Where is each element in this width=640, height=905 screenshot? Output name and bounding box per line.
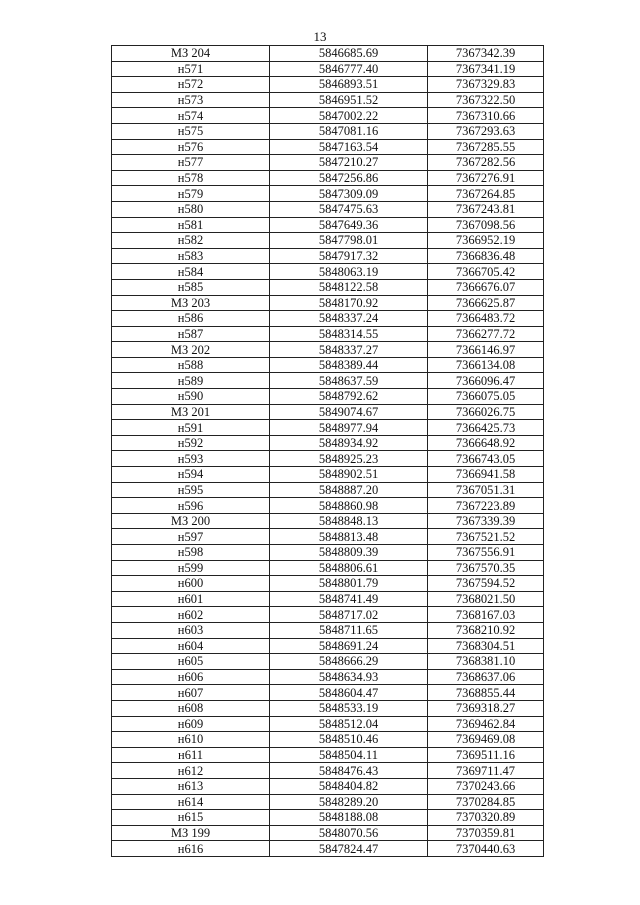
point-name-cell: н614 [112, 794, 270, 810]
y-coordinate-cell: 7368304.51 [428, 638, 544, 654]
x-coordinate-cell: 5848977.94 [270, 420, 428, 436]
point-name-cell: н588 [112, 357, 270, 373]
x-coordinate-cell: 5848604.47 [270, 685, 428, 701]
table-row [112, 591, 544, 607]
x-coordinate-cell: 5848848.13 [270, 513, 428, 529]
x-coordinate-cell: 5848289.20 [270, 794, 428, 810]
table-row [112, 357, 544, 373]
x-coordinate-cell: 5848337.27 [270, 342, 428, 358]
y-coordinate-cell: 7367521.52 [428, 529, 544, 545]
table-row [112, 498, 544, 514]
y-coordinate-cell: 7366836.48 [428, 248, 544, 264]
y-coordinate-cell: 7366648.92 [428, 435, 544, 451]
x-coordinate-cell: 5848801.79 [270, 576, 428, 592]
x-coordinate-cell: 5848717.02 [270, 607, 428, 623]
table-row [112, 108, 544, 124]
y-coordinate-cell: 7366705.42 [428, 264, 544, 280]
y-coordinate-cell: 7370440.63 [428, 841, 544, 857]
table-row [112, 607, 544, 623]
x-coordinate-cell: 5848813.48 [270, 529, 428, 545]
x-coordinate-cell: 5848860.98 [270, 498, 428, 514]
x-coordinate-cell: 5847163.54 [270, 139, 428, 155]
x-coordinate-cell: 5848170.92 [270, 295, 428, 311]
x-coordinate-cell: 5847309.09 [270, 186, 428, 202]
x-coordinate-cell: 5848314.55 [270, 326, 428, 342]
table-row [112, 389, 544, 405]
x-coordinate-cell: 5848389.44 [270, 357, 428, 373]
table-row [112, 482, 544, 498]
table-row [112, 529, 544, 545]
point-name-cell: н574 [112, 108, 270, 124]
table-row [112, 295, 544, 311]
x-coordinate-cell: 5847081.16 [270, 123, 428, 139]
x-coordinate-cell: 5848533.19 [270, 700, 428, 716]
table-row [112, 747, 544, 763]
y-coordinate-cell: 7367243.81 [428, 201, 544, 217]
table-row [112, 700, 544, 716]
y-coordinate-cell: 7366952.19 [428, 233, 544, 249]
table-row [112, 435, 544, 451]
table-row [112, 638, 544, 654]
table-row [112, 669, 544, 685]
y-coordinate-cell: 7367342.39 [428, 46, 544, 62]
y-coordinate-cell: 7369511.16 [428, 747, 544, 763]
table-row [112, 170, 544, 186]
point-name-cell: н582 [112, 233, 270, 249]
y-coordinate-cell: 7367322.50 [428, 92, 544, 108]
y-coordinate-cell: 7367282.56 [428, 155, 544, 171]
y-coordinate-cell: 7367098.56 [428, 217, 544, 233]
x-coordinate-cell: 5848711.65 [270, 622, 428, 638]
x-coordinate-cell: 5848122.58 [270, 279, 428, 295]
table-row [112, 373, 544, 389]
table-row [112, 155, 544, 171]
y-coordinate-cell: 7366134.08 [428, 357, 544, 373]
point-name-cell: н589 [112, 373, 270, 389]
x-coordinate-cell: 5847256.86 [270, 170, 428, 186]
table-row [112, 513, 544, 529]
y-coordinate-cell: 7368637.06 [428, 669, 544, 685]
table-row [112, 233, 544, 249]
table-row [112, 654, 544, 670]
point-name-cell: н595 [112, 482, 270, 498]
point-name-cell: МЗ 199 [112, 825, 270, 841]
y-coordinate-cell: 7368210.92 [428, 622, 544, 638]
point-name-cell: н587 [112, 326, 270, 342]
table-row [112, 794, 544, 810]
table-row [112, 732, 544, 748]
point-name-cell: н583 [112, 248, 270, 264]
point-name-cell: МЗ 204 [112, 46, 270, 62]
y-coordinate-cell: 7368167.03 [428, 607, 544, 623]
table-row [112, 810, 544, 826]
y-coordinate-cell: 7366625.87 [428, 295, 544, 311]
point-name-cell: н598 [112, 545, 270, 561]
x-coordinate-cell: 5846893.51 [270, 77, 428, 93]
table-row [112, 685, 544, 701]
coordinates-table-body [112, 46, 544, 857]
table-row [112, 576, 544, 592]
y-coordinate-cell: 7366425.73 [428, 420, 544, 436]
y-coordinate-cell: 7369462.84 [428, 716, 544, 732]
coordinates-table [111, 45, 544, 857]
x-coordinate-cell: 5848512.04 [270, 716, 428, 732]
table-row [112, 420, 544, 436]
table-row [112, 404, 544, 420]
y-coordinate-cell: 7367556.91 [428, 545, 544, 561]
x-coordinate-cell: 5848476.43 [270, 763, 428, 779]
table-row [112, 778, 544, 794]
y-coordinate-cell: 7366096.47 [428, 373, 544, 389]
table-row [112, 217, 544, 233]
y-coordinate-cell: 7369318.27 [428, 700, 544, 716]
point-name-cell: н578 [112, 170, 270, 186]
y-coordinate-cell: 7368381.10 [428, 654, 544, 670]
table-row [112, 841, 544, 857]
table-row [112, 279, 544, 295]
y-coordinate-cell: 7366483.72 [428, 311, 544, 327]
x-coordinate-cell: 5848792.62 [270, 389, 428, 405]
point-name-cell: н593 [112, 451, 270, 467]
y-coordinate-cell: 7367264.85 [428, 186, 544, 202]
point-name-cell: н602 [112, 607, 270, 623]
y-coordinate-cell: 7370320.89 [428, 810, 544, 826]
table-row [112, 46, 544, 62]
page-number: 13 [313, 29, 327, 44]
point-name-cell: н572 [112, 77, 270, 93]
y-coordinate-cell: 7366026.75 [428, 404, 544, 420]
point-name-cell: н586 [112, 311, 270, 327]
point-name-cell: н575 [112, 123, 270, 139]
point-name-cell: н611 [112, 747, 270, 763]
x-coordinate-cell: 5849074.67 [270, 404, 428, 420]
table-row [112, 545, 544, 561]
point-name-cell: н594 [112, 467, 270, 483]
table-row [112, 825, 544, 841]
table-row [112, 61, 544, 77]
table-row [112, 716, 544, 732]
table-row [112, 264, 544, 280]
y-coordinate-cell: 7367341.19 [428, 61, 544, 77]
point-name-cell: н573 [112, 92, 270, 108]
y-coordinate-cell: 7367329.83 [428, 77, 544, 93]
point-name-cell: н596 [112, 498, 270, 514]
point-name-cell: н592 [112, 435, 270, 451]
point-name-cell: н580 [112, 201, 270, 217]
y-coordinate-cell: 7366676.07 [428, 279, 544, 295]
y-coordinate-cell: 7366941.58 [428, 467, 544, 483]
table-row [112, 186, 544, 202]
x-coordinate-cell: 5848902.51 [270, 467, 428, 483]
point-name-cell: н599 [112, 560, 270, 576]
table-row [112, 451, 544, 467]
y-coordinate-cell: 7367310.66 [428, 108, 544, 124]
x-coordinate-cell: 5847824.47 [270, 841, 428, 857]
x-coordinate-cell: 5848637.59 [270, 373, 428, 389]
point-name-cell: н613 [112, 778, 270, 794]
y-coordinate-cell: 7366743.05 [428, 451, 544, 467]
point-name-cell: н615 [112, 810, 270, 826]
point-name-cell: н600 [112, 576, 270, 592]
table-row [112, 560, 544, 576]
x-coordinate-cell: 5848070.56 [270, 825, 428, 841]
point-name-cell: н607 [112, 685, 270, 701]
x-coordinate-cell: 5848666.29 [270, 654, 428, 670]
x-coordinate-cell: 5848404.82 [270, 778, 428, 794]
x-coordinate-cell: 5848691.24 [270, 638, 428, 654]
x-coordinate-cell: 5847917.32 [270, 248, 428, 264]
table-row [112, 326, 544, 342]
table-row [112, 342, 544, 358]
point-name-cell: н581 [112, 217, 270, 233]
y-coordinate-cell: 7367293.63 [428, 123, 544, 139]
point-name-cell: МЗ 201 [112, 404, 270, 420]
point-name-cell: н571 [112, 61, 270, 77]
y-coordinate-cell: 7367285.55 [428, 139, 544, 155]
y-coordinate-cell: 7366146.97 [428, 342, 544, 358]
point-name-cell: н601 [112, 591, 270, 607]
point-name-cell: н605 [112, 654, 270, 670]
y-coordinate-cell: 7367051.31 [428, 482, 544, 498]
point-name-cell: н609 [112, 716, 270, 732]
point-name-cell: н579 [112, 186, 270, 202]
y-coordinate-cell: 7370359.81 [428, 825, 544, 841]
x-coordinate-cell: 5848337.24 [270, 311, 428, 327]
x-coordinate-cell: 5847210.27 [270, 155, 428, 171]
y-coordinate-cell: 7368855.44 [428, 685, 544, 701]
table-row [112, 248, 544, 264]
y-coordinate-cell: 7369469.08 [428, 732, 544, 748]
x-coordinate-cell: 5847475.63 [270, 201, 428, 217]
y-coordinate-cell: 7366075.05 [428, 389, 544, 405]
y-coordinate-cell: 7367223.89 [428, 498, 544, 514]
table-row [112, 77, 544, 93]
y-coordinate-cell: 7367339.39 [428, 513, 544, 529]
x-coordinate-cell: 5848188.08 [270, 810, 428, 826]
point-name-cell: н612 [112, 763, 270, 779]
x-coordinate-cell: 5847798.01 [270, 233, 428, 249]
point-name-cell: МЗ 202 [112, 342, 270, 358]
table-row [112, 139, 544, 155]
x-coordinate-cell: 5848510.46 [270, 732, 428, 748]
x-coordinate-cell: 5848806.61 [270, 560, 428, 576]
point-name-cell: н590 [112, 389, 270, 405]
table-row [112, 622, 544, 638]
table-row [112, 201, 544, 217]
table-row [112, 467, 544, 483]
point-name-cell: н606 [112, 669, 270, 685]
point-name-cell: н616 [112, 841, 270, 857]
point-name-cell: н597 [112, 529, 270, 545]
y-coordinate-cell: 7370243.66 [428, 778, 544, 794]
y-coordinate-cell: 7370284.85 [428, 794, 544, 810]
x-coordinate-cell: 5848741.49 [270, 591, 428, 607]
y-coordinate-cell: 7366277.72 [428, 326, 544, 342]
point-name-cell: н584 [112, 264, 270, 280]
point-name-cell: н604 [112, 638, 270, 654]
y-coordinate-cell: 7367594.52 [428, 576, 544, 592]
point-name-cell: н608 [112, 700, 270, 716]
x-coordinate-cell: 5847649.36 [270, 217, 428, 233]
point-name-cell: н610 [112, 732, 270, 748]
x-coordinate-cell: 5848887.20 [270, 482, 428, 498]
x-coordinate-cell: 5848504.11 [270, 747, 428, 763]
point-name-cell: н603 [112, 622, 270, 638]
x-coordinate-cell: 5846777.40 [270, 61, 428, 77]
x-coordinate-cell: 5846951.52 [270, 92, 428, 108]
x-coordinate-cell: 5848925.23 [270, 451, 428, 467]
x-coordinate-cell: 5848809.39 [270, 545, 428, 561]
y-coordinate-cell: 7368021.50 [428, 591, 544, 607]
x-coordinate-cell: 5847002.22 [270, 108, 428, 124]
point-name-cell: н585 [112, 279, 270, 295]
point-name-cell: н576 [112, 139, 270, 155]
table-row [112, 92, 544, 108]
y-coordinate-cell: 7369711.47 [428, 763, 544, 779]
x-coordinate-cell: 5848934.92 [270, 435, 428, 451]
y-coordinate-cell: 7367570.35 [428, 560, 544, 576]
table-row [112, 311, 544, 327]
table-row [112, 763, 544, 779]
point-name-cell: МЗ 200 [112, 513, 270, 529]
y-coordinate-cell: 7367276.91 [428, 170, 544, 186]
x-coordinate-cell: 5846685.69 [270, 46, 428, 62]
table-row [112, 123, 544, 139]
point-name-cell: н577 [112, 155, 270, 171]
x-coordinate-cell: 5848063.19 [270, 264, 428, 280]
x-coordinate-cell: 5848634.93 [270, 669, 428, 685]
point-name-cell: н591 [112, 420, 270, 436]
point-name-cell: МЗ 203 [112, 295, 270, 311]
